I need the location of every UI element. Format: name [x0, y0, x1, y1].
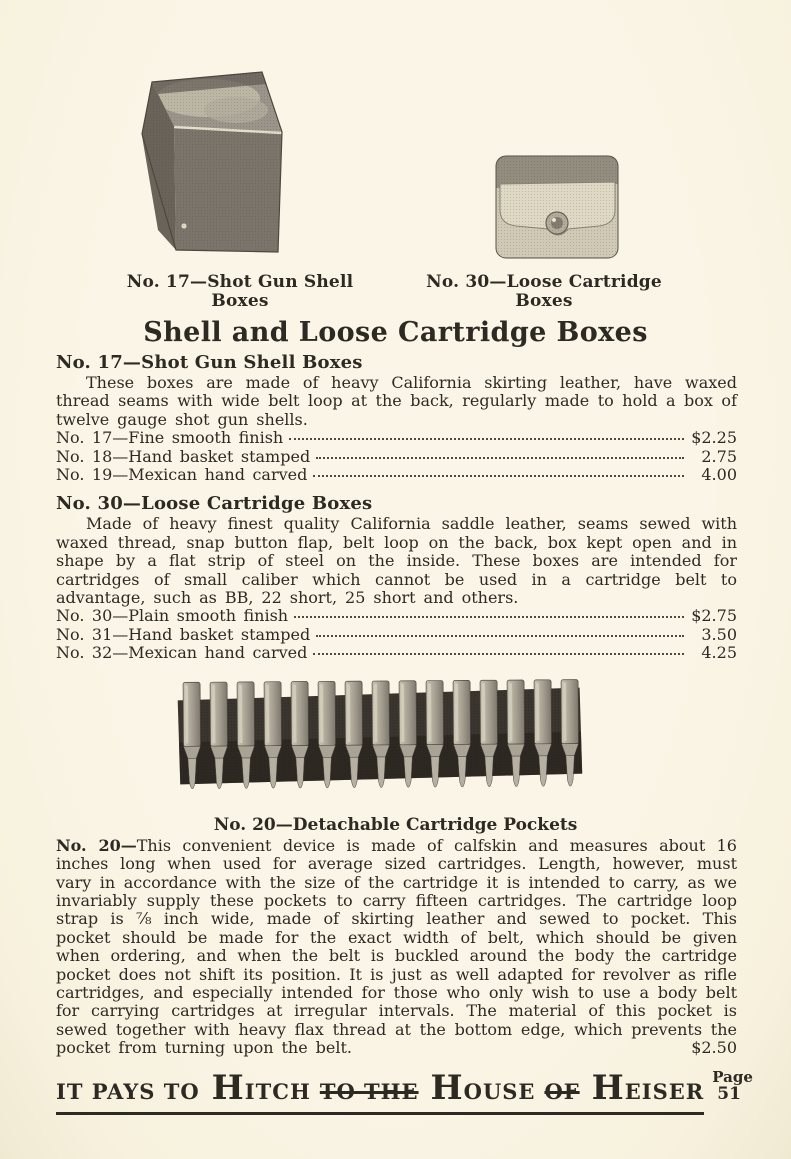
slogan-house-dropcap: H [430, 1067, 464, 1108]
price-list-item [56, 644, 737, 662]
dot-leader [313, 475, 684, 477]
slogan-hitch-dropcap: H [211, 1067, 245, 1108]
cartridge-pockets-figure [176, 675, 585, 812]
detachable-cartridge-pockets-photo [176, 675, 585, 808]
section-no30 [56, 494, 737, 662]
slogan-heiser-word: EISER [624, 1078, 705, 1104]
dot-leader [313, 653, 684, 655]
photo-captions-row [0, 273, 791, 311]
slogan-it-pays-to: IT PAYS TO [56, 1078, 200, 1104]
slogan-heiser-dropcap: H [591, 1067, 625, 1108]
price-item-value: 4.25 [701, 643, 737, 663]
slogan-of: OF [544, 1078, 580, 1104]
price-item-value: $2.25 [691, 428, 737, 448]
section-no20-text: This convenient device is made of calfskin and measures about 16 inches long when used for average sized cartridges. Length, however, must vary in accordance with the size of the cartridge it is intended to carry, as we invariably supply these pockets to carry fifteen cartridges. The cartridge loop strap is ⅞ inch wide, made of skirting leather and sewed to pocket. This pocket should be made for the exact width of belt, which should be given when ordering, and when the belt is buckled around the body the cartridge pocket does not shift its position. It is just as well adapted for revolver as rifle cartridges, and especially intended for those who only wish to use a body belt for carrying cartridges at irregular intervals. The material of this pocket is sewed together with heavy flax thread at the bottom edge, which prevents the pocket from turning upon the belt. [56, 835, 737, 1058]
shot-gun-shell-box-photo [128, 68, 312, 260]
slogan-hitch-word: ITCH [244, 1078, 311, 1104]
section-no30-heading: No. 30—Loose Cartridge Boxes [56, 493, 373, 515]
section-no17-body: These boxes are made of heavy California skirting leather, have waxed thread seams with wide belt loop at the back, regularly made to hold a box of twelve gauge shot gun shells. [56, 373, 737, 429]
section-no20-price: $2.50 [691, 1038, 737, 1058]
price-list-item [56, 626, 737, 644]
section-no17 [56, 353, 737, 484]
price-item-label: No. 18—Hand basket stamped [56, 446, 311, 466]
page-content [56, 353, 737, 663]
dot-leader [294, 616, 684, 618]
caption-no20: No. 20—Detachable Cartridge Pockets [213, 814, 578, 835]
section-no17-heading: No. 17—Shot Gun Shell Boxes [56, 352, 363, 373]
section-no20-lead: No. 20— [56, 835, 137, 855]
price-list-item [56, 448, 737, 466]
dot-leader [316, 635, 684, 637]
dot-leader [289, 438, 684, 440]
price-item-label: No. 19—Mexican hand carved [56, 465, 308, 485]
slogan-to-the: TO THE [319, 1078, 419, 1104]
product-photos-row [128, 0, 791, 260]
price-item-label: No. 32—Mexican hand carved [56, 643, 308, 663]
caption-no30: No. 30—Loose Cartridge Boxes [426, 272, 662, 311]
footer [56, 1067, 753, 1115]
section-no20-body [56, 837, 737, 1058]
price-item-label: No. 30—Plain smooth finish [56, 606, 289, 626]
footer-slogan [56, 1067, 705, 1115]
price-list-item [56, 607, 737, 625]
price-item-value: $2.75 [691, 606, 737, 626]
price-item-value: 4.00 [701, 465, 737, 485]
price-item-value: 3.50 [701, 624, 737, 644]
price-list-item [56, 429, 737, 447]
section-no30-body: Made of heavy finest quality California saddle leather, seams sewed with waxed thread, snap button flap, belt loop on the back, box kept open and in shape by a flat strip of steel on the inside. These boxes are intended for cartridges of small caliber which cannot be used in a cartridge belt to advantage, such as BB, 22 short, 25 short and others. [56, 514, 737, 608]
page-title: Shell and Loose Cartridge Boxes [143, 317, 648, 348]
caption-no17: No. 17—Shot Gun Shell Boxes [126, 272, 354, 311]
price-item-label: No. 17—Fine smooth finish [56, 428, 284, 448]
section-no20 [56, 837, 737, 1058]
loose-cartridge-box-photo [494, 154, 622, 260]
price-item-value: 2.75 [701, 446, 737, 466]
slogan-house-word: OUSE [463, 1078, 536, 1104]
page-label: Page [712, 1067, 753, 1086]
price-item-label: No. 31—Hand basket stamped [56, 624, 311, 644]
page-number: 51 [717, 1084, 741, 1105]
dot-leader [316, 457, 684, 459]
page-number-block [712, 1069, 753, 1104]
price-list-item [56, 466, 737, 484]
